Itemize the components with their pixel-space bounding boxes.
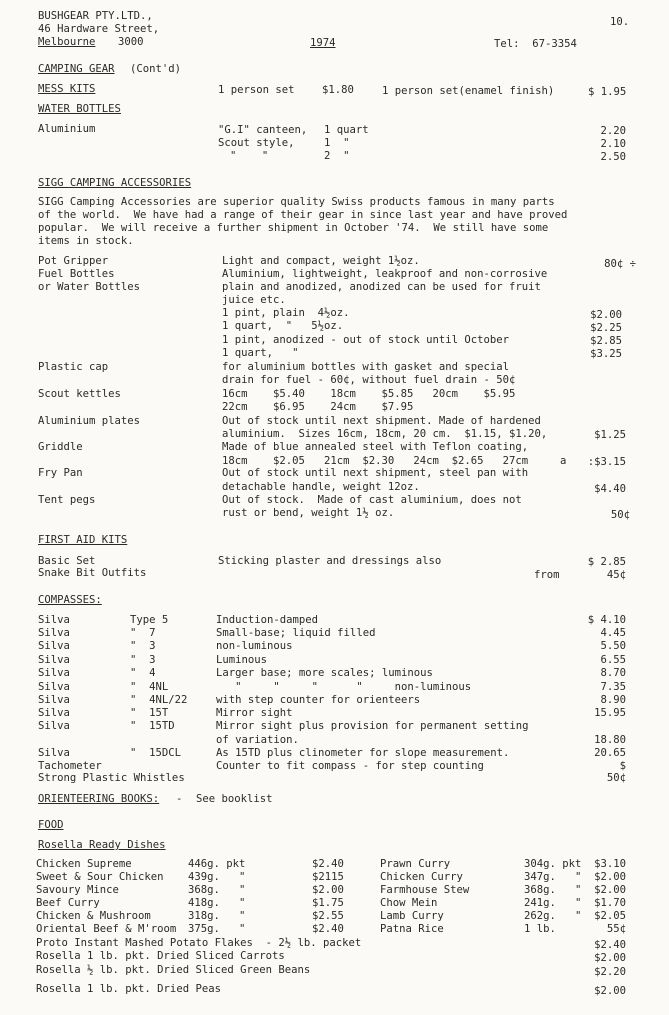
food-item-price: $2.00	[594, 952, 626, 964]
compass-price: 8.90	[600, 694, 626, 706]
scout-1-price: 2.10	[600, 138, 626, 150]
food-item-price: $2.00	[312, 884, 344, 896]
mess-kits-heading: MESS KITS	[38, 83, 96, 95]
food-item-name: Farmhouse Stew	[380, 884, 470, 896]
compass-type: " 4	[130, 667, 156, 679]
sigg-item-price: 80¢ ÷	[604, 258, 636, 270]
compasses-heading: COMPASSES:	[38, 594, 102, 606]
food-item-name: Rosella 1 lb. pkt. Dried Sliced Carrots	[36, 950, 285, 962]
mess-kit-2: 1 person set(enamel finish)	[382, 85, 555, 97]
compass-name: Silva	[38, 654, 70, 666]
compass-desc: Larger base; more scales; luminous	[216, 667, 433, 679]
sigg-item-desc: detachable handle, weight 12oz.	[222, 481, 420, 493]
sigg-item-name: Aluminium plates	[38, 415, 141, 427]
compass-name: Silva	[38, 747, 70, 759]
first-aid-from: from	[534, 569, 560, 581]
compass-type: " 7	[130, 627, 156, 639]
compass-desc: non-luminous	[216, 640, 293, 652]
mess-kit-1: 1 person set	[218, 84, 295, 96]
sigg-item-price: 50¢	[610, 509, 630, 521]
food-item-price: $2115	[312, 871, 344, 883]
compass-price: $	[619, 760, 626, 772]
food-item-price: $2.00	[594, 884, 626, 896]
compass-type: " 15DCL	[130, 747, 182, 759]
compass-name: Silva	[38, 614, 70, 626]
compass-price: 6.55	[600, 654, 626, 666]
food-item-price: $2.40	[312, 858, 344, 870]
food-item-price: $2.05	[594, 910, 626, 922]
sigg-item-price: $4.40	[594, 483, 626, 495]
food-item-name: Sweet & Sour Chicken	[36, 871, 164, 883]
sigg-item-desc: Out of stock until next shipment. Made of hardened	[222, 415, 541, 427]
food-item-price: $1.75	[312, 897, 344, 909]
compass-price: 7.35	[600, 681, 626, 693]
sigg-item-desc: 1 pint, anodized - out of stock until October	[222, 334, 510, 346]
food-item-price: $2.20	[594, 966, 626, 978]
food-item-weight: 318g. "	[188, 910, 246, 922]
food-item-name: Proto Instant Mashed Potato Flakes - 2½ lb. packet	[36, 937, 362, 949]
food-item-weight: 262g. "	[524, 910, 582, 922]
food-item-name: Rosella ½ lb. pkt. Dried Sliced Green Beans	[36, 964, 311, 976]
compass-desc: of variation.	[216, 734, 299, 746]
sigg-item-price: :$3.15	[587, 456, 626, 468]
first-aid-snake: Snake Bit Outfits	[38, 567, 147, 579]
water-bottles-aluminium: Aluminium	[38, 123, 96, 135]
compass-price: 5.50	[600, 640, 626, 652]
scout-style-qty: 1 "	[324, 137, 350, 149]
compass-desc: Luminous	[216, 654, 268, 666]
food-item-name: Chicken Supreme	[36, 858, 132, 870]
sigg-item-price: $2.85	[590, 335, 622, 347]
first-aid-basic: Basic Set	[38, 555, 96, 567]
sigg-item-desc: plain and anodized, anodized can be used for fruit	[222, 281, 541, 293]
food-item-price: $3.10	[594, 858, 626, 870]
sigg-item-desc: 22cm $6.95 24cm $7.95	[222, 401, 414, 413]
sigg-item-name: Tent pegs	[38, 494, 96, 506]
compass-desc: Mirror sight plus provision for permanent setting	[216, 720, 529, 732]
compass-price: 15.95	[594, 707, 626, 719]
compass-name: Silva	[38, 640, 70, 652]
sigg-item-price: $2.00	[590, 309, 622, 321]
gi-canteen-qty: 1 quart	[324, 124, 369, 136]
compass-type: " 15TD	[130, 720, 175, 732]
sigg-intro-line: items in stock.	[38, 235, 134, 247]
compass-type: " 15T	[130, 707, 169, 719]
sigg-item-desc: Made of blue annealed steel with Teflon coating,	[222, 441, 529, 453]
sigg-item-desc: rust or bend, weight 1½ oz.	[222, 507, 395, 519]
compass-price: $ 4.10	[587, 614, 626, 626]
sigg-item-desc: for aluminium bottles with gasket and special	[222, 361, 510, 373]
sigg-item-price: $2.25	[590, 322, 622, 334]
orienteering-note: See booklist	[196, 793, 273, 805]
compass-name: Silva	[38, 681, 70, 693]
food-item-price: $2.00	[594, 985, 626, 997]
food-subheading: Rosella Ready Dishes	[38, 839, 166, 851]
sigg-intro-line: of the world. We have had a range of their gear in since last year and have proved	[38, 209, 568, 221]
first-aid-snake-price: 45¢	[606, 569, 626, 581]
food-item-weight: 368g. "	[524, 884, 582, 896]
compass-price: 8.70	[600, 667, 626, 679]
compass-name: Silva	[38, 694, 70, 706]
food-item-weight: 1 lb.	[524, 923, 556, 935]
food-item-name: Beef Curry	[36, 897, 100, 909]
compass-desc: " " " " non-luminous	[216, 681, 472, 693]
compass-name: Silva	[38, 720, 70, 732]
compass-name: Silva	[38, 627, 70, 639]
sigg-item-name: Fry Pan	[38, 467, 83, 479]
compass-type: Type 5	[130, 614, 169, 626]
compass-name: Silva	[38, 667, 70, 679]
orienteering-dash: -	[176, 793, 183, 805]
mess-kit-1-price: $1.80	[322, 84, 354, 96]
scout-style-qty-2: 2 "	[324, 150, 350, 162]
sigg-item-desc: 1 quart, " 5½oz.	[222, 320, 344, 332]
compass-name: Tachometer	[38, 760, 102, 772]
sigg-item-name: Griddle	[38, 441, 83, 453]
food-item-weight: 304g. pkt	[524, 858, 582, 870]
first-aid-basic-desc: Sticking plaster and dressings also	[218, 555, 442, 567]
company-name: BUSHGEAR PTY.LTD.,	[38, 10, 153, 22]
food-item-name: Prawn Curry	[380, 858, 451, 870]
food-item-price: 55¢	[606, 923, 626, 935]
page-number: 10.	[610, 16, 630, 28]
food-item-name: Patna Rice	[380, 923, 444, 935]
company-city: Melbourne	[38, 36, 96, 48]
scout-style-ditto: " "	[230, 150, 269, 162]
sigg-item-name: or Water Bottles	[38, 281, 141, 293]
food-item-name: Lamb Curry	[380, 910, 444, 922]
water-bottles-heading: WATER BOTTLES	[38, 103, 121, 115]
company-phone: Tel: 67-3354	[494, 38, 577, 50]
sigg-intro-line: popular. We will receive a further shipment in October '74. We still have some	[38, 222, 549, 234]
food-item-name: Oriental Beef & M'room	[36, 923, 177, 935]
food-item-weight: 241g. "	[524, 897, 582, 909]
sigg-item-desc: 18cm $2.05 21cm $2.30 24cm $2.65 27cm a	[222, 455, 567, 467]
food-item-price: $2.40	[312, 923, 344, 935]
food-item-weight: 418g. "	[188, 897, 246, 909]
food-item-name: Chicken Curry	[380, 871, 463, 883]
compass-type: " 3	[130, 640, 156, 652]
mess-kit-2-price: $ 1.95	[588, 86, 627, 98]
sigg-item-desc: aluminium. Sizes 16cm, 18cm, 20 cm. $1.15, $1.20,	[222, 428, 548, 440]
first-aid-basic-price: $ 2.85	[587, 556, 626, 568]
first-aid-heading: FIRST AID KITS	[38, 534, 128, 546]
food-heading: FOOD	[38, 819, 64, 831]
compass-desc: with step counter for orienteers	[216, 694, 421, 706]
food-item-weight: 446g. pkt	[188, 858, 246, 870]
sigg-item-desc: 16cm $5.40 18cm $5.85 20cm $5.95	[222, 388, 516, 400]
sigg-item-desc: Out of stock until next shipment, steel pan with	[222, 467, 529, 479]
compass-desc: Small-base; liquid filled	[216, 627, 376, 639]
compass-type: " 4NL/22	[130, 694, 188, 706]
food-item-weight: 375g. "	[188, 923, 246, 935]
company-postcode: 3000	[118, 36, 144, 48]
sigg-item-price: $1.25	[594, 429, 626, 441]
camping-gear-contd: (Cont'd)	[130, 63, 182, 75]
catalogue-year: 1974	[310, 37, 336, 49]
gi-canteen: "G.I" canteen,	[218, 124, 308, 136]
compass-price: 4.45	[600, 627, 626, 639]
scout-style: Scout style,	[218, 137, 295, 149]
food-item-price: $2.40	[594, 939, 626, 951]
compass-desc: As 15TD plus clinometer for slope measurement.	[216, 747, 510, 759]
sigg-item-desc: Aluminium, lightweight, leakproof and non-corrosive	[222, 268, 548, 280]
compass-price: 18.80	[594, 734, 626, 746]
sigg-item-desc: Out of stock. Made of cast aluminium, does not	[222, 494, 522, 506]
compass-type: " 4NL	[130, 681, 169, 693]
sigg-item-desc: juice etc.	[222, 294, 286, 306]
sigg-intro-line: SIGG Camping Accessories are superior quality Swiss products famous in many parts	[38, 196, 555, 208]
compass-desc: Counter to fit compass - for step counting	[216, 760, 484, 772]
sigg-item-desc: Light and compact, weight 1½oz.	[222, 255, 420, 267]
company-street: 46 Hardware Street,	[38, 23, 160, 35]
compass-desc: Mirror sight	[216, 707, 293, 719]
compass-type: " 3	[130, 654, 156, 666]
compass-price: 50¢	[606, 772, 626, 784]
sigg-item-name: Plastic cap	[38, 361, 109, 373]
food-item-name: Chow Mein	[380, 897, 438, 909]
food-item-price: $2.55	[312, 910, 344, 922]
food-item-weight: 439g. "	[188, 871, 246, 883]
sigg-item-desc: drain for fuel - 60¢, without fuel drain - 50¢	[222, 374, 516, 386]
food-item-weight: 347g. "	[524, 871, 582, 883]
sigg-heading: SIGG CAMPING ACCESSORIES	[38, 177, 192, 189]
food-item-name: Rosella 1 lb. pkt. Dried Peas	[36, 983, 221, 995]
sigg-item-name: Scout kettles	[38, 388, 121, 400]
sigg-item-price: $3.25	[590, 348, 622, 360]
scout-2-price: 2.50	[600, 151, 626, 163]
camping-gear-heading: CAMPING GEAR	[38, 63, 115, 75]
compass-desc: Induction-damped	[216, 614, 319, 626]
sigg-item-desc: 1 quart, "	[222, 347, 299, 359]
food-item-price: $1.70	[594, 897, 626, 909]
compass-price: 20.65	[594, 747, 626, 759]
food-item-weight: 368g. "	[188, 884, 246, 896]
sigg-item-name: Fuel Bottles	[38, 268, 115, 280]
gi-canteen-price: 2.20	[600, 125, 626, 137]
compass-name: Silva	[38, 707, 70, 719]
sigg-item-desc: 1 pint, plain 4½oz.	[222, 307, 350, 319]
orienteering-heading: ORIENTEERING BOOKS:	[38, 793, 160, 805]
sigg-item-name: Pot Gripper	[38, 255, 109, 267]
compass-name: Strong Plastic Whistles	[38, 772, 185, 784]
food-item-price: $2.00	[594, 871, 626, 883]
food-item-name: Savoury Mince	[36, 884, 119, 896]
food-item-name: Chicken & Mushroom	[36, 910, 151, 922]
